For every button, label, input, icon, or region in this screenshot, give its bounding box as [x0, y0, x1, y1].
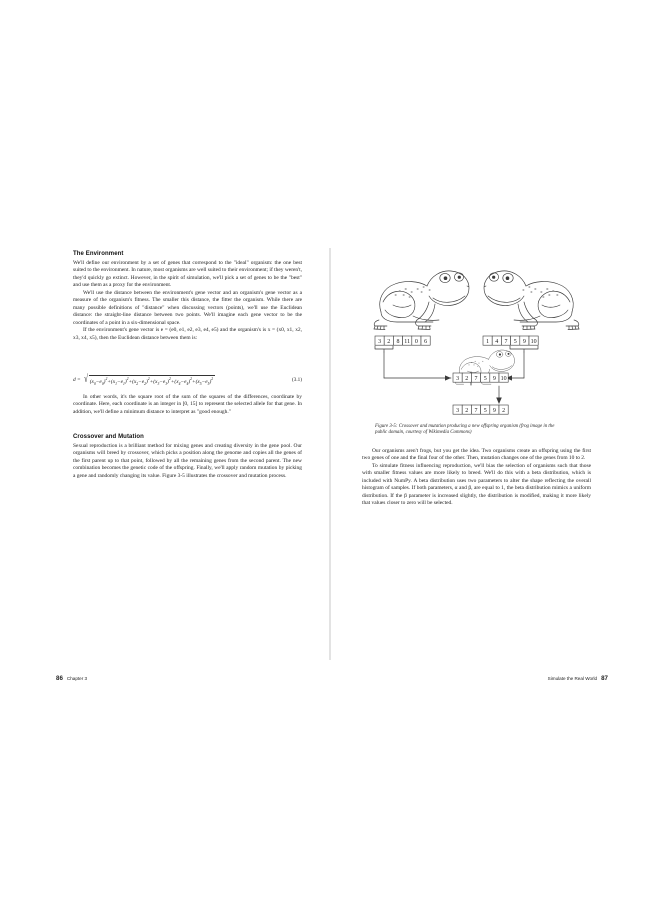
gene-rows	[375, 336, 538, 414]
paragraph-right-2: To simulate fitness influencing reproduction, we'll bias the selection of organisms such that those with smaller fitness values are more likely to breed. We'll do this with a beta distribution, which is included with NumPy. A beta distribution uses two parameters to alter the shape reflecting the overall histogram of samples. If both parameters, α and β, are equal to 1, the beta distribution mimics a uniform distribution. If the β parameter is increased slightly, the distribution is modified, making it more likely that values closer to zero will be selected.	[362, 462, 591, 507]
gene-offspring-value-5: 10	[500, 376, 507, 382]
sqrt-glyph: √	[83, 373, 88, 385]
brace-parent-1	[375, 346, 393, 352]
radical-symbol	[83, 375, 215, 386]
paragraph-crossover-1: Sexual reproduction is a brilliant method for mixing genes and creating diversity in the gene pool. Our organisms will breed by crossover, which picks a position along the genome and copies all the genes of the first parent up to that point, followed by all the remaining genes from the second parent. The new combination becomes the genetic code of the offspring. Finally, we'll apply random mutation by picking a gene and randomly changing its value. Figure 3-5 illustrates the crossover and mutation process.	[73, 443, 302, 479]
gene-mutated-value-2: 7	[474, 408, 478, 414]
gene-row-parent-1	[375, 336, 430, 345]
heading-crossover-and-mutation: Crossover and Mutation	[73, 434, 144, 440]
paragraph-env-2: We'll use the distance between the environment's gene vector and an organism's gene vector as a measure of the organism's fitness. The smaller this distance, the fitter the organism. While there are many possible definitions of "distance" when discussing vectors (points), we'll use the Euclidean distance: the straight-line distance between two points. We'll imagine each gene vector to be the coordinates of a point in a six-dimensional space.	[73, 289, 302, 326]
equation-radicand: $(x_0-e_0)^2+(x_1-e_1)^2+(x_2-e_2)^2+(x_3-e_3)^2+(x_4-e_4)^2+(x_5-e_5)^2$	[89, 377, 214, 386]
equation-lhs: d =	[73, 377, 81, 384]
arrowhead-mutation	[496, 398, 502, 405]
gene-mutated-value-4: 9	[492, 408, 496, 414]
running-head-left: Chapter 3	[66, 676, 88, 681]
gene-parent-2-value-5: 10	[530, 339, 537, 345]
arrowhead-parent-1	[445, 375, 451, 380]
frog-parent-2-illustration	[484, 271, 579, 330]
page-number-right: 87	[601, 675, 608, 682]
gene-parent-1-value-1: 2	[387, 339, 391, 345]
heading-the-environment: The Environment	[73, 251, 124, 257]
gene-parent-1-value-0: 3	[378, 339, 382, 345]
right-page-body	[362, 448, 591, 508]
gene-offspring-value-0: 3	[456, 376, 460, 382]
footer-right-page	[548, 675, 608, 682]
equation-number: (3.1)	[292, 377, 302, 384]
figure-3-5	[355, 254, 598, 424]
paragraph-right-1: Our organisms aren't frogs, but you get the idea. Two organisms create an offspring using the first two genes of one and the final four of the other. Then, mutation changes one of the genes from 10 to 2.	[362, 448, 591, 462]
paragraph-after-equation-wrap	[73, 394, 302, 416]
gene-parent-2-value-3: 5	[513, 339, 517, 345]
gene-mutated-value-1: 2	[465, 408, 469, 414]
gene-parent-1-value-2: 8	[396, 339, 400, 345]
gene-offspring-value-2: 7	[474, 376, 478, 382]
gene-mutated-value-5: 2	[502, 408, 506, 414]
gene-parent-1-value-5: 6	[424, 339, 428, 345]
footer-left-page	[56, 675, 87, 682]
paragraph-env-1: We'll define our environment by a set of genes that correspond to the "ideal" organism: the one best suited to the environment. In nature, most organisms are well suited to their environment; if they weren't, they'd quickly go extinct. However, in the spirit of simulation, we'll pick a set of genes to be the "best" and use them as a proxy for the environment.	[73, 260, 302, 289]
gene-row-mutated	[453, 405, 508, 414]
equation-body	[73, 375, 292, 386]
figure-3-5-diagram	[355, 254, 598, 426]
equation-3-1	[73, 375, 302, 386]
page-number-left: 86	[56, 675, 63, 682]
page-gutter	[329, 248, 331, 660]
gene-offspring-value-4: 9	[492, 376, 496, 382]
frog-parent-1-illustration	[374, 271, 469, 330]
gene-parent-2-value-4: 9	[522, 339, 526, 345]
right-page	[345, 248, 608, 682]
left-page	[56, 248, 319, 682]
gene-mutated-value-0: 3	[456, 408, 460, 414]
figure-caption: Figure 3-5: Crossover and mutation producing a new offspring organism (frog image in the public domain, courtesy of Wikimedia Commons)	[375, 424, 555, 436]
running-head-right: Simulate the Real World	[547, 676, 598, 681]
gene-row-offspring	[453, 373, 508, 382]
gene-mutated-value-3: 5	[483, 408, 487, 414]
gene-parent-1-value-3: 11	[404, 339, 411, 345]
gene-parent-2-value-2: 7	[504, 339, 508, 345]
gene-parent-2-value-1: 4	[495, 339, 499, 345]
gene-row-parent-2	[483, 336, 538, 345]
section-crossover-and-mutation	[73, 433, 302, 480]
paragraph-env-3: If the environment's gene vector is e = (e0, e1, e2, e3, e4, e5) and the organism's is x = (x0, x1, x2, x3, x4, x5), then the Euclidean distance between them is:	[73, 327, 302, 341]
paragraph-after-equation: In other words, it's the square root of the sum of the squares of the differences, coordinate by coordinate. Here, each coordinate is an integer in [0, 15] to represent the selected allele for that gene. In addition, we'll define a minimum distance to interpret as "good enough."	[73, 394, 302, 415]
gene-parent-1-value-4: 0	[414, 339, 418, 345]
brace-parent-2	[510, 346, 538, 352]
section-environment	[73, 250, 302, 342]
gene-parent-2-value-0: 1	[486, 339, 490, 345]
gene-offspring-value-3: 5	[483, 376, 487, 382]
gene-offspring-value-1: 2	[465, 376, 469, 382]
